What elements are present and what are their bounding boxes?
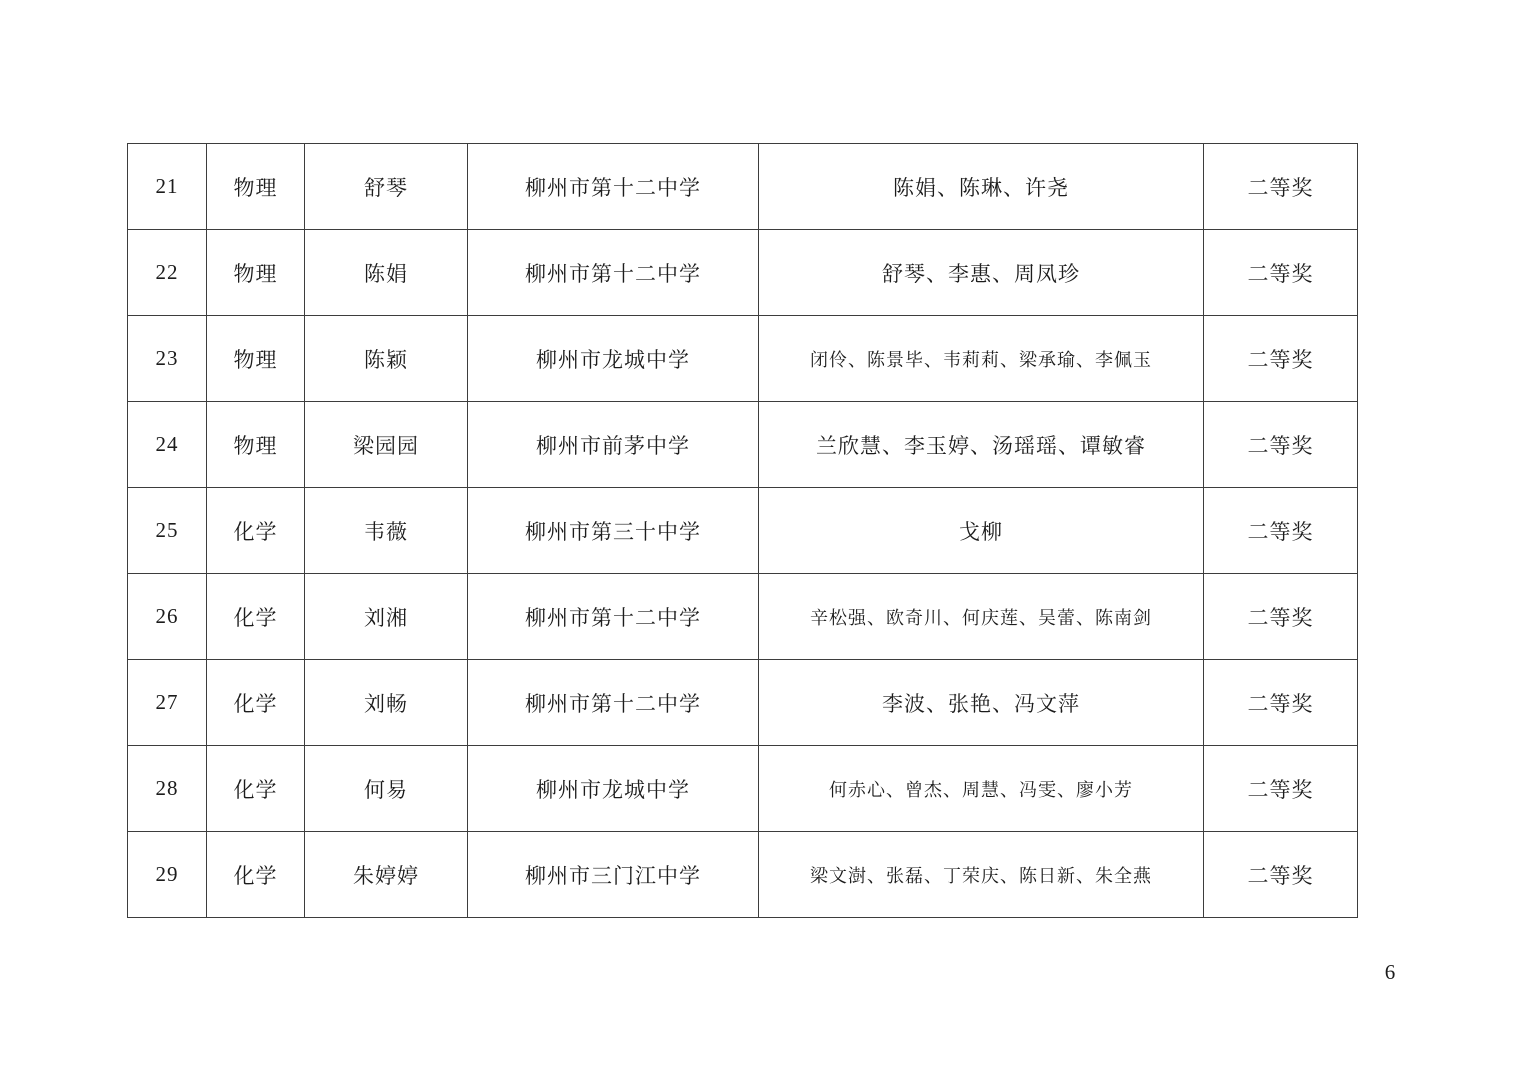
cell-name: 韦薇 bbox=[305, 488, 468, 574]
cell-members: 闭伶、陈景毕、韦莉莉、梁承瑜、李佩玉 bbox=[759, 316, 1204, 402]
cell-name: 舒琴 bbox=[305, 144, 468, 230]
cell-name: 梁园园 bbox=[305, 402, 468, 488]
cell-name: 何易 bbox=[305, 746, 468, 832]
cell-subject: 物理 bbox=[207, 316, 305, 402]
cell-name: 刘湘 bbox=[305, 574, 468, 660]
cell-school: 柳州市第十二中学 bbox=[468, 144, 759, 230]
cell-index: 26 bbox=[128, 574, 207, 660]
cell-school: 柳州市龙城中学 bbox=[468, 746, 759, 832]
page-number: 6 bbox=[1384, 960, 1396, 984]
cell-award: 二等奖 bbox=[1204, 316, 1358, 402]
cell-school: 柳州市第十二中学 bbox=[468, 574, 759, 660]
table-row bbox=[128, 402, 1358, 488]
cell-subject: 化学 bbox=[207, 832, 305, 918]
cell-index: 27 bbox=[128, 660, 207, 746]
cell-name: 陈娟 bbox=[305, 230, 468, 316]
cell-subject: 化学 bbox=[207, 746, 305, 832]
table-row bbox=[128, 574, 1358, 660]
cell-index: 23 bbox=[128, 316, 207, 402]
table-row bbox=[128, 488, 1358, 574]
cell-subject: 化学 bbox=[207, 660, 305, 746]
cell-award: 二等奖 bbox=[1204, 746, 1358, 832]
cell-members: 梁文澍、张磊、丁荣庆、陈日新、朱全燕 bbox=[759, 832, 1204, 918]
cell-name: 刘畅 bbox=[305, 660, 468, 746]
cell-subject: 物理 bbox=[207, 230, 305, 316]
cell-name: 朱婷婷 bbox=[305, 832, 468, 918]
cell-school: 柳州市第三十中学 bbox=[468, 488, 759, 574]
cell-members: 辛松强、欧奇川、何庆莲、吴蕾、陈南剑 bbox=[759, 574, 1204, 660]
cell-award: 二等奖 bbox=[1204, 402, 1358, 488]
cell-school: 柳州市第十二中学 bbox=[468, 660, 759, 746]
cell-award: 二等奖 bbox=[1204, 832, 1358, 918]
table-row bbox=[128, 144, 1358, 230]
cell-subject: 化学 bbox=[207, 574, 305, 660]
cell-award: 二等奖 bbox=[1204, 574, 1358, 660]
cell-award: 二等奖 bbox=[1204, 488, 1358, 574]
table-row bbox=[128, 316, 1358, 402]
cell-index: 21 bbox=[128, 144, 207, 230]
cell-members: 何赤心、曾杰、周慧、冯雯、廖小芳 bbox=[759, 746, 1204, 832]
table-row bbox=[128, 832, 1358, 918]
cell-index: 28 bbox=[128, 746, 207, 832]
cell-school: 柳州市前茅中学 bbox=[468, 402, 759, 488]
cell-index: 29 bbox=[128, 832, 207, 918]
awards-table bbox=[127, 143, 1358, 918]
table-row bbox=[128, 746, 1358, 832]
table-row bbox=[128, 230, 1358, 316]
cell-members: 兰欣慧、李玉婷、汤瑶瑶、谭敏睿 bbox=[759, 402, 1204, 488]
cell-index: 24 bbox=[128, 402, 207, 488]
cell-school: 柳州市龙城中学 bbox=[468, 316, 759, 402]
cell-school: 柳州市三门江中学 bbox=[468, 832, 759, 918]
cell-name: 陈颖 bbox=[305, 316, 468, 402]
cell-index: 22 bbox=[128, 230, 207, 316]
cell-subject: 物理 bbox=[207, 144, 305, 230]
cell-members: 舒琴、李惠、周凤珍 bbox=[759, 230, 1204, 316]
cell-members: 戈柳 bbox=[759, 488, 1204, 574]
cell-award: 二等奖 bbox=[1204, 230, 1358, 316]
cell-subject: 物理 bbox=[207, 402, 305, 488]
awards-table-body bbox=[128, 144, 1358, 918]
table-row bbox=[128, 660, 1358, 746]
cell-members: 李波、张艳、冯文萍 bbox=[759, 660, 1204, 746]
cell-subject: 化学 bbox=[207, 488, 305, 574]
cell-index: 25 bbox=[128, 488, 207, 574]
cell-award: 二等奖 bbox=[1204, 144, 1358, 230]
cell-members: 陈娟、陈琳、许尧 bbox=[759, 144, 1204, 230]
cell-award: 二等奖 bbox=[1204, 660, 1358, 746]
cell-school: 柳州市第十二中学 bbox=[468, 230, 759, 316]
